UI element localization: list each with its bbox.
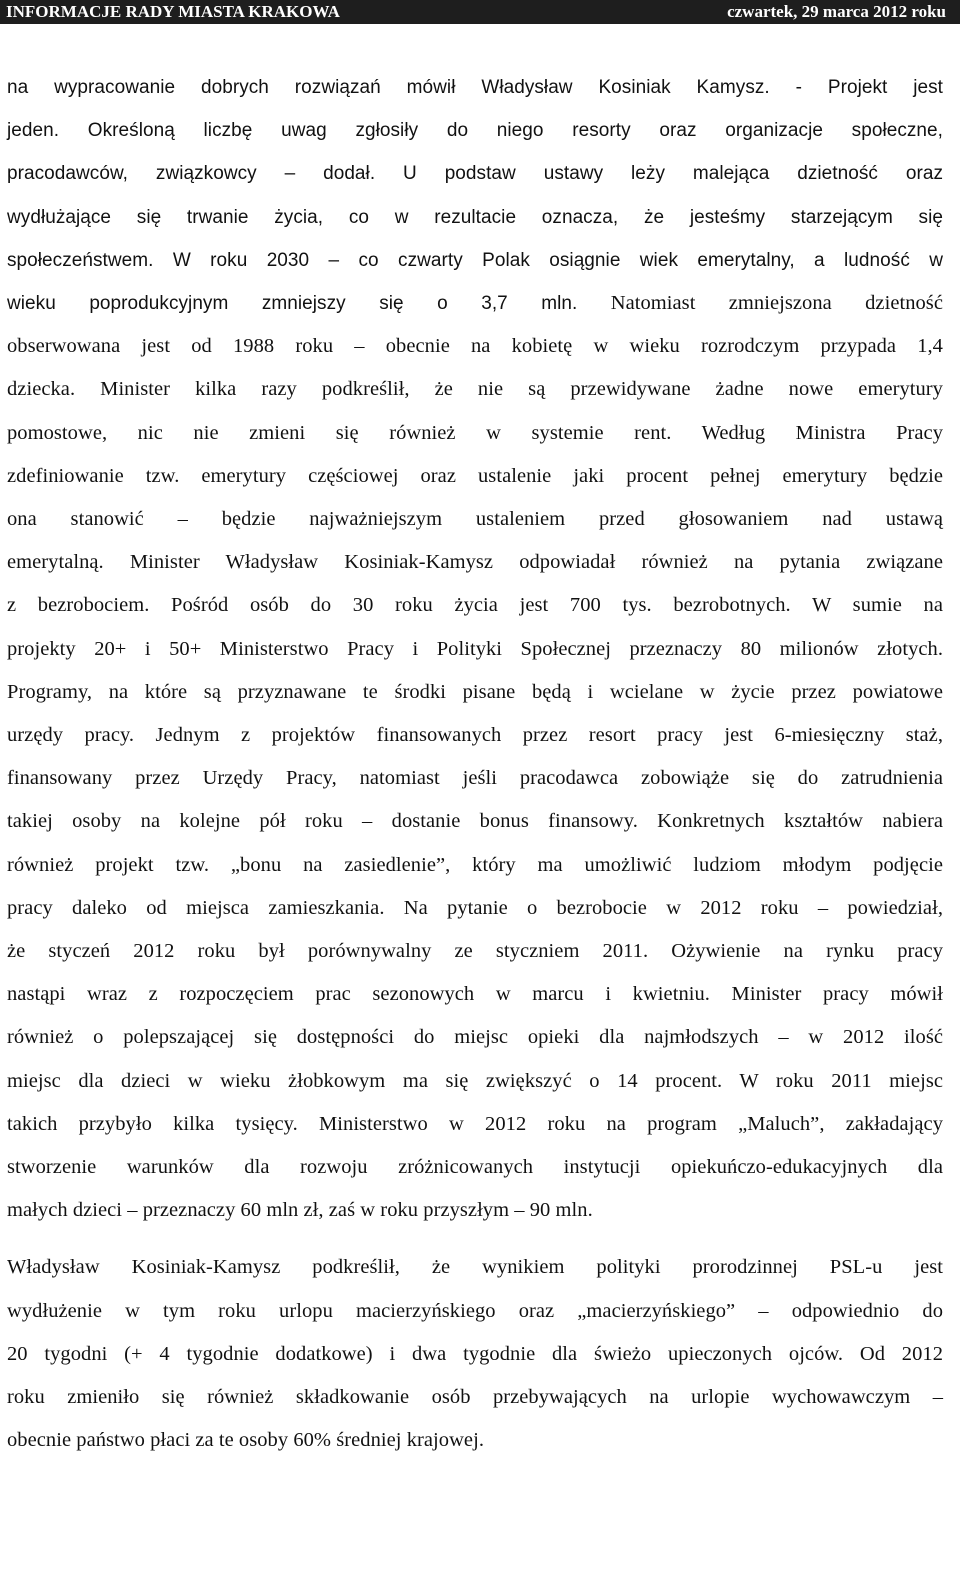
- text-line: z bezrobociem. Pośród osób do 30 roku życia jest 700 tys. bezrobotnych. W sumie na: [7, 594, 943, 617]
- text-line: małych dzieci – przeznaczy 60 mln zł, zaś w roku przyszłym – 90 mln.: [7, 1199, 593, 1222]
- text-segment-serif: Natomiast zmniejszona dzietność: [577, 292, 943, 315]
- text-line-mixed: [7, 282, 943, 325]
- text-line: jeden. Określoną liczbę uwag zgłosiły do niego resorty oraz organizacje społeczne,: [7, 120, 943, 142]
- text-line: emerytalną. Minister Władysław Kosiniak-Kamysz odpowiadał również na pytania związane: [7, 551, 943, 574]
- text-line: że styczeń 2012 roku był porównywalny ze styczniem 2011. Ożywienie na rynku pracy: [7, 940, 943, 963]
- article-body: [7, 66, 943, 1463]
- text-line: finansowany przez Urzędy Pracy, natomiast jeśli pracodawca zobowiąże się do zatrudnienia: [7, 767, 943, 790]
- text-line: miejsc dla dzieci w wieku żłobkowym ma się zwiększyć o 14 procent. W roku 2011 miejsc: [7, 1069, 943, 1092]
- text-line: społeczeństwem. W roku 2030 – co czwarty Polak osiągnie wiek emerytalny, a ludność w: [7, 249, 943, 271]
- text-line: pracy daleko od miejsca zamieszkania. Na pytanie o bezrobocie w 2012 roku – powiedział,: [7, 896, 943, 919]
- text-line: Programy, na które są przyznawane te środki pisane będą i wcielane w życie przez powiatowe: [7, 680, 943, 703]
- text-segment-sans: wieku poprodukcyjnym zmniejszy się o 3,7 mln.: [7, 293, 578, 315]
- text-line: 20 tygodni (+ 4 tygodnie dodatkowe) i dwa tygodnie dla świeżo upieczonych ojców. Od 2012: [7, 1342, 943, 1365]
- text-line: obecnie państwo płaci za te osoby 60% średniej krajowej.: [7, 1429, 484, 1452]
- text-line: pomostowe, nic nie zmieni się również w systemie rent. Według Ministra Pracy: [7, 421, 943, 444]
- text-line: obserwowana jest od 1988 roku – obecnie na kobietę w wieku rozrodczym przypada 1,4: [7, 335, 943, 358]
- text-line: projekty 20+ i 50+ Ministerstwo Pracy i Polityki Społecznej przeznaczy 80 milionów złotych.: [7, 637, 943, 660]
- article-paragraph-2: [7, 1246, 943, 1462]
- text-line: nastąpi wraz z rozpoczęciem prac sezonowych w marcu i kwietniu. Minister pracy mówił: [7, 983, 943, 1006]
- text-line: wydłużenie w tym roku urlopu macierzyńskiego oraz „macierzyńskiego” – odpowiednio do: [7, 1299, 943, 1322]
- header-date: czwartek, 29 marca 2012 roku: [727, 2, 946, 21]
- text-line: również projekt tzw. „bonu na zasiedlenie”, który ma umożliwić ludziom młodym podjęcie: [7, 853, 943, 876]
- text-line: zdefiniowanie tzw. emerytury częściowej oraz ustalenie jaki procent pełnej emerytury będzie: [7, 464, 943, 487]
- text-line: stworzenie warunków dla rozwoju zróżnicowanych instytucji opiekuńczo-edukacyjnych dla: [7, 1156, 943, 1179]
- text-line: takiej osoby na kolejne pół roku – dostanie bonus finansowy. Konkretnych kształtów nabiera: [7, 810, 943, 833]
- text-line: pracodawców, związkowcy – dodał. U podstaw ustawy leży malejąca dzietność oraz: [7, 163, 943, 185]
- text-line: również o polepszającej się dostępności do miejsc opieki dla najmłodszych – w 2012 ilość: [7, 1026, 943, 1049]
- text-line: Władysław Kosiniak-Kamysz podkreślił, że wynikiem polityki prorodzinnej PSL-u jest: [7, 1256, 943, 1279]
- text-line: wydłużające się trwanie życia, co w rezultacie oznacza, że jesteśmy starzejącym się: [7, 206, 943, 228]
- header-publication-title: INFORMACJE RADY MIASTA KRAKOWA: [6, 2, 340, 21]
- text-line: takich przybyło kilka tysięcy. Ministerstwo w 2012 roku na program „Maluch”, zakładający: [7, 1112, 943, 1135]
- article-paragraph-1: [7, 66, 943, 1232]
- text-line: na wypracowanie dobrych rozwiązań mówił Władysław Kosiniak Kamysz. - Projekt jest: [7, 77, 943, 98]
- page-header-bar: [0, 0, 960, 24]
- text-line: ona stanowić – będzie najważniejszym ustaleniem przed głosowaniem nad ustawą: [7, 508, 943, 531]
- text-line: dziecka. Minister kilka razy podkreślił, że nie są przewidywane żadne nowe emerytury: [7, 378, 943, 401]
- text-line: urzędy pracy. Jednym z projektów finansowanych przez resort pracy jest 6-miesięczny staż,: [7, 724, 943, 747]
- text-line: roku zmieniło się również składkowanie osób przebywających na urlopie wychowawczym –: [7, 1386, 943, 1409]
